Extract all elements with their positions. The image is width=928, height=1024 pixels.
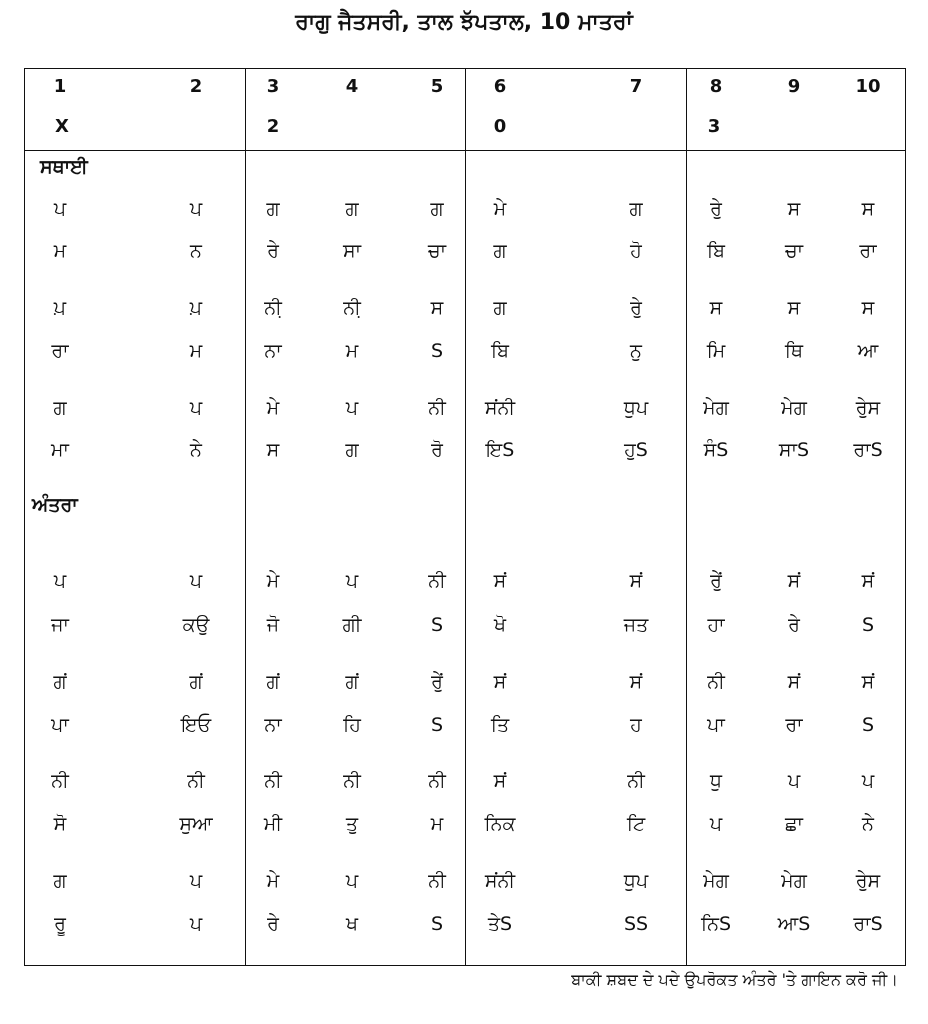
sthai-note-cell: ਚਾ: [784, 240, 804, 262]
beat-number: 8: [709, 76, 723, 97]
antara-note-cell: ਰੇ: [267, 913, 279, 935]
sthai-note-cell: ਗ: [493, 240, 507, 262]
beat-number: 4: [345, 76, 359, 97]
section-label-antara: ਅੰਤਰਾ: [32, 494, 78, 516]
antara-note-cell: ਸਂ: [493, 671, 507, 693]
sthai-note-cell: ਬਿ: [491, 340, 509, 362]
antara-note-cell: ਸਂ: [861, 671, 875, 693]
sthai-note-cell: ਸ: [266, 439, 280, 461]
antara-note-cell: ਨੀ: [264, 770, 282, 792]
antara-note-cell: ਆS: [777, 913, 811, 935]
sthai-note-cell: ਮੇ: [493, 198, 507, 220]
antara-note-cell: ਮੇ: [266, 870, 280, 892]
antara-note-cell: ਨੇ: [862, 813, 874, 835]
antara-note-cell: ਪਾ: [707, 714, 725, 736]
sthai-note-cell: ਸ: [709, 297, 723, 319]
antara-note-cell: ਸੋ: [53, 813, 67, 835]
beat-number: 5: [430, 76, 444, 97]
sthai-note-cell: ਨੀ਼: [343, 297, 361, 319]
antara-note-cell: ਕਉ: [182, 614, 210, 636]
sthai-note-cell: ਮੇਗ: [703, 397, 729, 419]
tal-marker: 3: [707, 116, 721, 137]
antara-note-cell: ਨਿਕ: [484, 813, 516, 835]
sthai-note-cell: ਸ: [787, 198, 801, 220]
sthai-note-cell: ਮ: [345, 340, 359, 362]
footer-note: ਬਾਕੀ ਸ਼ਬਦ ਦੇ ਪਦੇ ਉਪਰੋਕਤ ਅੰਤਰੇ 'ਤੇ ਗਾਇਨ ਕਰੋ ਜੀ।: [571, 970, 898, 989]
beat-number: 2: [189, 76, 203, 97]
antara-note-cell: ਗਂ: [189, 671, 203, 693]
sthai-note-cell: S: [430, 340, 444, 362]
antara-note-cell: ਰੁੇਸ: [855, 870, 881, 892]
beat-number: 1: [53, 76, 67, 97]
antara-note-cell: ਪ: [709, 813, 723, 835]
antara-note-cell: ਹਾ: [707, 614, 725, 636]
sthai-note-cell: ਰਾS: [853, 439, 883, 461]
beat-number: 10: [855, 76, 881, 97]
antara-note-cell: ਜਾ: [51, 614, 69, 636]
antara-note-cell: ਨੀ: [343, 770, 361, 792]
antara-note-cell: ਜਤ: [623, 614, 649, 636]
sthai-note-cell: ਨਾ: [264, 340, 282, 362]
antara-note-cell: ਗਂ: [53, 671, 67, 693]
sthai-note-cell: ਸਾS: [778, 439, 810, 461]
antara-note-cell: ਨੀ: [428, 570, 446, 592]
antara-note-cell: ਧੁ: [710, 770, 722, 792]
sthai-note-cell: ਹੁS: [624, 439, 648, 461]
antara-note-cell: ਗਂ: [345, 671, 359, 693]
tal-marker: X: [55, 116, 69, 137]
antara-note-cell: ਨੀ: [428, 870, 446, 892]
antara-note-cell: SS: [623, 913, 649, 935]
sthai-note-cell: ਮੇ: [266, 397, 280, 419]
sthai-note-cell: ਬਿ: [707, 240, 725, 262]
sthai-note-cell: ਸਾ: [342, 240, 362, 262]
antara-note-cell: ਧੁਪ: [623, 870, 649, 892]
sthai-note-cell: ਰੁੇਸ: [855, 397, 881, 419]
antara-note-cell: ਪ: [189, 570, 203, 592]
antara-note-cell: ਰਾS: [853, 913, 883, 935]
sthai-note-cell: ਸ: [861, 297, 875, 319]
antara-note-cell: ਸਂ: [629, 570, 643, 592]
sthai-note-cell: ਰਾ: [859, 240, 877, 262]
sthai-note-cell: ਗ: [53, 397, 67, 419]
sthai-note-cell: ਰੋ: [431, 439, 443, 461]
antara-note-cell: ਪ: [189, 870, 203, 892]
antara-note-cell: ਖ: [345, 913, 359, 935]
sthai-note-cell: ਮੇਗ: [781, 397, 807, 419]
antara-note-cell: ਹਿ: [343, 714, 361, 736]
antara-note-cell: ਪ: [861, 770, 875, 792]
antara-note-cell: ਤਿ: [490, 714, 510, 736]
antara-note-cell: ਸਂ: [629, 671, 643, 693]
header-divider: [24, 150, 906, 151]
antara-note-cell: ਪ: [787, 770, 801, 792]
sthai-note-cell: ਗ: [430, 198, 444, 220]
sthai-note-cell: ਨੇ: [190, 439, 202, 461]
sthai-note-cell: ਰੇ: [267, 240, 279, 262]
sthai-note-cell: ਪ: [345, 397, 359, 419]
section-label-sthai: ਸਥਾਈ: [40, 156, 88, 178]
sthai-note-cell: ਪ: [189, 397, 203, 419]
antara-note-cell: ਸਂ: [493, 770, 507, 792]
sthai-note-cell: ਮਾ: [51, 439, 69, 461]
sthai-note-cell: ਗ: [345, 439, 359, 461]
antara-note-cell: ਗ: [53, 870, 67, 892]
antara-note-cell: ਮੇ: [266, 570, 280, 592]
antara-note-cell: S: [430, 714, 444, 736]
antara-note-cell: ਨਿS: [700, 913, 732, 935]
beat-number: 6: [493, 76, 507, 97]
antara-note-cell: ਤੇS: [487, 913, 513, 935]
sthai-note-cell: ਗ: [629, 198, 643, 220]
antara-note-cell: ਨਾ: [264, 714, 282, 736]
sthai-note-cell: ਸੰS: [703, 439, 729, 461]
antara-note-cell: ਸਂ: [787, 570, 801, 592]
antara-note-cell: ਛਾ: [785, 813, 803, 835]
sthai-note-cell: ਮ: [53, 240, 67, 262]
antara-note-cell: ਸਂਨੀ: [484, 870, 516, 892]
antara-note-cell: ਟਿ: [626, 813, 646, 835]
sthai-note-cell: ਮ: [189, 340, 203, 362]
tal-marker: 0: [493, 116, 507, 137]
sthai-note-cell: ਪ: [53, 198, 67, 220]
sthai-note-cell: ਸ: [430, 297, 444, 319]
page-title: ਰਾਗੁ ਜੈਤਸਰੀ, ਤਾਲ ਝੱਪਤਾਲ, 10 ਮਾਤਰਾਂ: [295, 10, 633, 35]
antara-note-cell: ਗੀ: [342, 614, 362, 636]
sthai-note-cell: ਮਿ: [706, 340, 726, 362]
antara-note-cell: ਪ: [53, 570, 67, 592]
sthai-note-cell: ਗ: [266, 198, 280, 220]
sthai-note-cell: ਨੁ: [630, 340, 642, 362]
sthai-note-cell: ਪ: [189, 198, 203, 220]
sthai-note-cell: ਆ: [857, 340, 879, 362]
antara-note-cell: ਖੋ: [493, 614, 507, 636]
antara-note-cell: ਹ: [630, 714, 642, 736]
beat-number: 9: [787, 76, 801, 97]
antara-note-cell: ਮੀ: [263, 813, 283, 835]
antara-note-cell: ਨੀ: [51, 770, 69, 792]
antara-note-cell: ਰੇ: [788, 614, 800, 636]
antara-note-cell: ਪ: [345, 870, 359, 892]
antara-note-cell: ਨੀ: [187, 770, 205, 792]
antara-note-cell: ਰੁੇਂ: [431, 671, 443, 693]
antara-note-cell: ਸੁਆ: [179, 813, 213, 835]
sthai-note-cell: ਚਾ: [427, 240, 447, 262]
sthai-note-cell: ਸ: [787, 297, 801, 319]
antara-note-cell: S: [430, 614, 444, 636]
antara-note-cell: ਤੁ: [345, 813, 359, 835]
antara-note-cell: S: [861, 614, 875, 636]
antara-note-cell: ਮੇਗ: [781, 870, 807, 892]
sthai-note-cell: ਸ: [861, 198, 875, 220]
sthai-note-cell: ਸਂਨੀ: [484, 397, 516, 419]
antara-note-cell: ਨੀ: [707, 671, 725, 693]
sthai-note-cell: ਪ਼: [53, 297, 67, 319]
antara-note-cell: ਪ: [345, 570, 359, 592]
sthai-note-cell: ਰੁੇ: [630, 297, 642, 319]
sthai-note-cell: ਗ: [345, 198, 359, 220]
antara-note-cell: ਸਂ: [861, 570, 875, 592]
antara-note-cell: ਨੀ: [627, 770, 645, 792]
antara-note-cell: ਮ: [430, 813, 444, 835]
antara-note-cell: ਮੇਗ: [703, 870, 729, 892]
sthai-note-cell: ਧੁਪ: [623, 397, 649, 419]
antara-note-cell: S: [861, 714, 875, 736]
antara-note-cell: S: [430, 913, 444, 935]
antara-note-cell: ਰੂ: [54, 913, 66, 935]
antara-note-cell: ਪ: [189, 913, 203, 935]
antara-note-cell: ਨੀ: [428, 770, 446, 792]
tal-marker: 2: [266, 116, 280, 137]
sthai-note-cell: ਨੀ: [428, 397, 446, 419]
antara-note-cell: ਸਂ: [493, 570, 507, 592]
sthai-note-cell: ਰਾ: [51, 340, 69, 362]
sthai-note-cell: ਇS: [485, 439, 515, 461]
sthai-note-cell: ਥਿ: [784, 340, 804, 362]
beat-number: 7: [629, 76, 643, 97]
sthai-note-cell: ਗ: [493, 297, 507, 319]
antara-note-cell: ਪਾ: [51, 714, 69, 736]
antara-note-cell: ਗਂ: [266, 671, 280, 693]
sthai-note-cell: ਰੁੇ: [710, 198, 722, 220]
antara-note-cell: ਸਂ: [787, 671, 801, 693]
sthai-note-cell: ਹੋ: [630, 240, 642, 262]
sthai-note-cell: ਪ਼: [189, 297, 203, 319]
antara-note-cell: ਇਓ: [180, 714, 212, 736]
antara-note-cell: ਰਾ: [785, 714, 803, 736]
sthai-note-cell: ਨ: [190, 240, 202, 262]
beat-number: 3: [266, 76, 280, 97]
sthai-note-cell: ਨੀ਼: [264, 297, 282, 319]
antara-note-cell: ਰੁੇਂ: [710, 570, 722, 592]
antara-note-cell: ਜੋ: [266, 614, 280, 636]
